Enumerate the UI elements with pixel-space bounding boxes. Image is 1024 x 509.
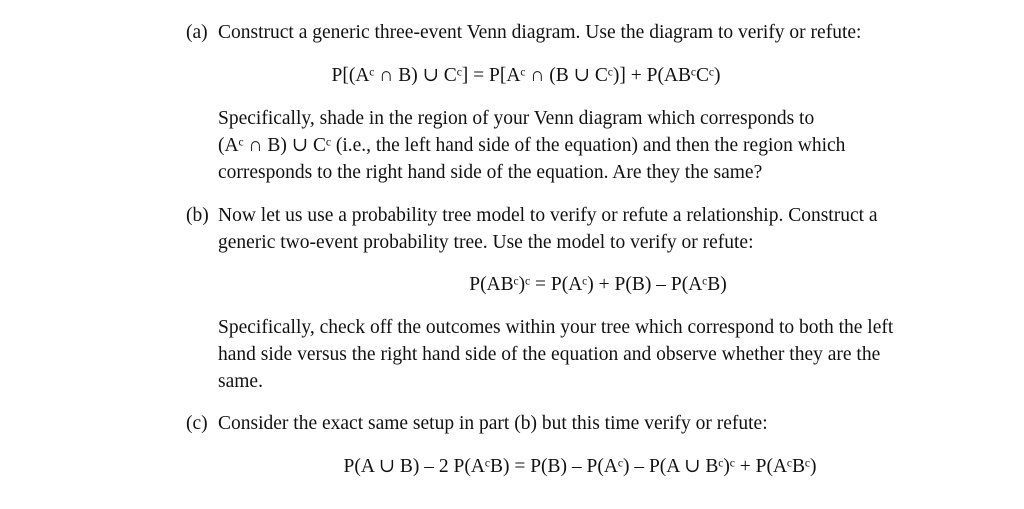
part-c-equation: P(A ∪ B) – 2 P(AᶜB) = P(B) – P(Aᶜ) – P(A ∪ Bᶜ)ᶜ + P(AᶜBᶜ) [343,456,817,477]
part-a-paragraph-line-2: (Aᶜ ∩ B) ∪ Cᶜ (i.e., the left hand side of the equation) and then the region which [218,135,846,156]
part-a-paragraph-line-3: corresponds to the right hand side of the equation. Are they the same? [218,162,763,183]
part-b-paragraph-line-1: Specifically, check off the outcomes within your tree which correspond to both the left [218,317,894,338]
part-c-instruction: Consider the exact same setup in part (b) but this time verify or refute: [218,413,768,434]
part-c-marker: (c) [186,413,208,434]
part-b-equation: P(ABᶜ)ᶜ = P(Aᶜ) + P(B) – P(AᶜB) [469,274,727,295]
part-a-instruction: Construct a generic three-event Venn diagram. Use the diagram to verify or refute: [218,22,862,43]
part-b-instruction-line-1: Now let us use a probability tree model to verify or refute a relationship. Construct a [218,205,878,226]
part-b-paragraph-line-2: hand side versus the right hand side of the equation and observe whether they are the [218,344,881,365]
part-a-marker: (a) [186,22,208,43]
part-b-instruction-line-2: generic two-event probability tree. Use the model to verify or refute: [218,232,754,253]
part-a-paragraph-line-1: Specifically, shade in the region of your Venn diagram which corresponds to [218,108,815,129]
part-b-paragraph-line-3: same. [218,371,263,392]
part-b-marker: (b) [186,205,209,226]
part-a-equation: P[(Aᶜ ∩ B) ∪ Cᶜ] = P[Aᶜ ∩ (B ∪ Cᶜ)] + P(ABᶜCᶜ) [331,65,721,86]
